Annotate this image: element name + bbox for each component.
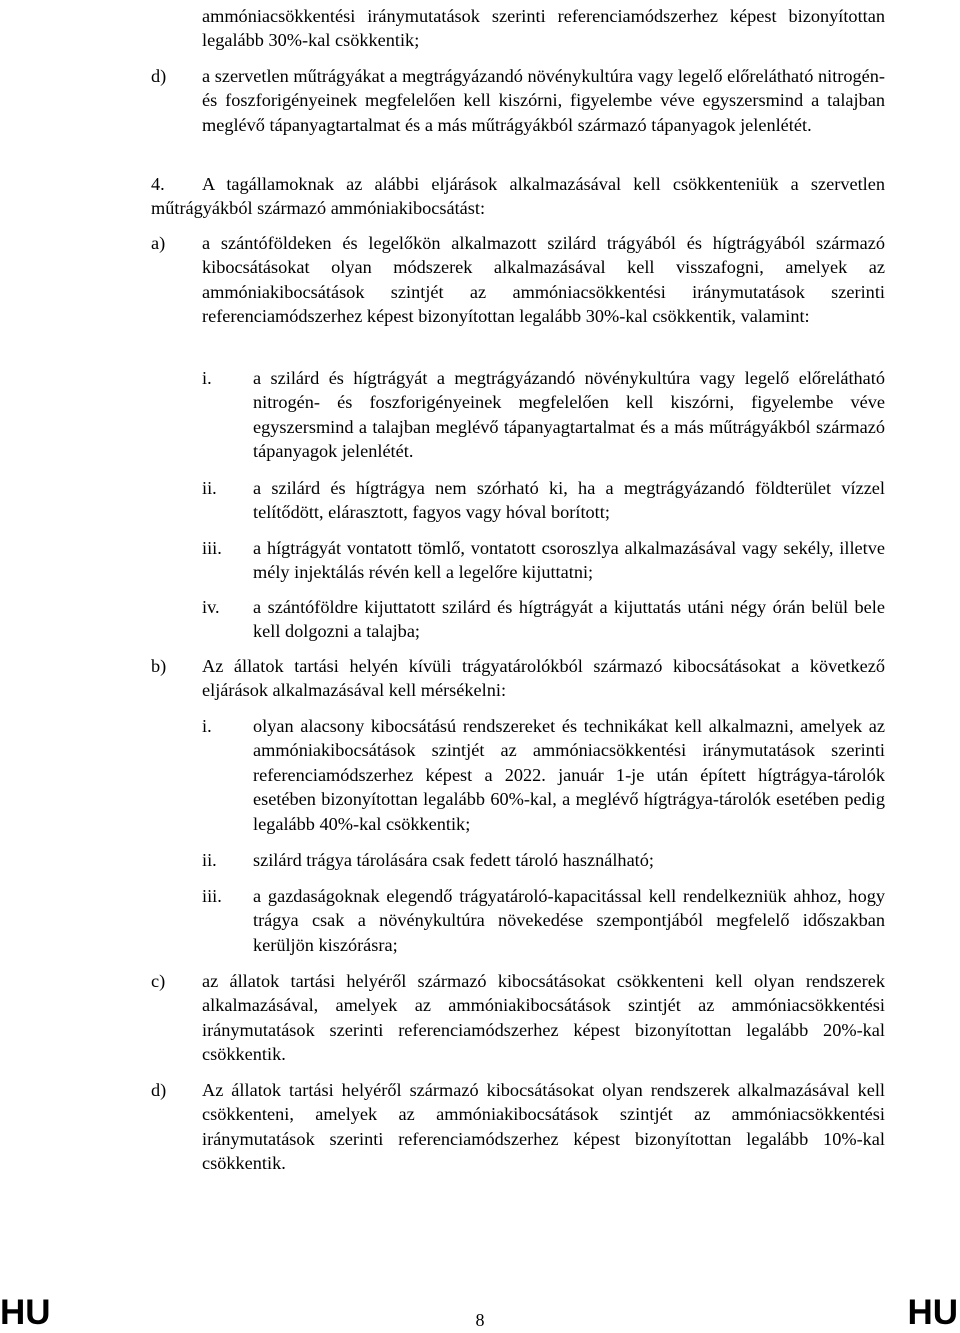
footer-language-left: HU (0, 1293, 51, 1332)
item-4d-text: Az állatok tartási helyéről származó kibocsátásokat olyan rendszerek alkalmazásával kell csökkenteni, amelyek az ammóniakibocsátások szintjét az ammóniacsökkentési iránymutatások szerinti referenciamódszerhez képest bizonyítottan legalább 10%-kal csökkentik. (202, 1080, 885, 1174)
item-4a-iv-text: a szántóföldre kijuttatott szilárd és hígtrágyát a kijuttatás utáni négy órán belül bele kell dolgozni a talajba; (253, 597, 885, 642)
item-4b-text: Az állatok tartási helyén kívüli trágyatárolókból származó kibocsátásokat a következő eljárások alkalmazásával kell mérsékelni: (202, 656, 885, 701)
item-4b-i-text: olyan alacsony kibocsátású rendszereket és technikákat kell alkalmazni, amelyek az ammóniakibocsátások szintjét az ammóniacsökkentési iránymutatások szerinti referenciamódszerhez képest a 2022. január 1-je után épített hígtrágya-tárolók esetében bizonyítottan legalább 60%-kal, a meglévő hígtrágya-tárolók esetében pedig legalább 40%-kal csökkentik; (253, 716, 885, 834)
item-4c-text: az állatok tartási helyéről származó kibocsátásokat csökkenteni kell olyan rendszerek alkalmazásával, amelyek az ammóniakibocsátások szintjét az ammóniacsökkentési iránymutatások szerinti referenciamódszerhez képest bizonyítottan legalább 20%-kal csökkentik. (202, 971, 885, 1065)
item-4a-ii-text: a szilárd és hígtrágya nem szórható ki, ha a megtrágyázandó földterület vízzel telítődött, elárasztott, fagyos vagy hóval borított; (253, 478, 885, 523)
item-4d-label: d) (151, 1080, 167, 1100)
section-4-number: 4. (151, 174, 165, 194)
item-4a-ii-label: ii. (202, 478, 217, 498)
footer-language-right: HU (907, 1293, 958, 1332)
item-4a-text: a szántóföldeken és legelőkön alkalmazott szilárd trágyából és hígtrágyából származó kibocsátásokat olyan módszerek alkalmazásával kell visszafogni, amelyek az ammóniakibocsátások szintjét az ammóniacsökkentési iránymutatások szerinti referenciamódszerhez képest bizonyítottan legalább 30%-kal csökkentik, valamint: (202, 233, 885, 327)
item-4a-iv-label: iv. (202, 597, 220, 617)
item-4b-ii-text: szilárd trágya tárolására csak fedett tároló használható; (253, 850, 654, 870)
item-4a-i-text: a szilárd és hígtrágyát a megtrágyázandó növénykultúra vagy legelő előrelátható nitrogén- és foszforigényeinek megfelelően kell kiszórni, figyelembe véve egyszersmind a talajban meglévő tápanyagtartalmat és a más műtrágyákból származó tápanyagok jelenlétét. (253, 368, 885, 462)
item-4c-label: c) (151, 971, 166, 991)
page-number: 8 (475, 1310, 485, 1330)
item-4b-i-label: i. (202, 716, 212, 736)
item-4b-iii-text: a gazdaságoknak elegendő trágyatároló-kapacitással kell rendelkezniük ahhoz, hogy trágya csak a növénykultúra növekedése szempontjából megfelelő időszakban kerüljön kiszórásra; (253, 886, 885, 955)
section-4-intro: A tagállamoknak az alábbi eljárások alkalmazásával kell csökkenteniük a szervetlen műtrágyákból származó ammóniakibocsátást: (151, 174, 885, 219)
item-4a-iii-text: a hígtrágyát vontatott tömlő, vontatott csoroszlya alkalmazásával vagy sekély, illetve mély injektálás révén kell a legelőre kijuttatni; (253, 538, 885, 583)
item-4b-iii-label: iii. (202, 886, 222, 906)
item-4a-label: a) (151, 233, 166, 253)
item-4b-ii-label: ii. (202, 850, 217, 870)
item-4a-i-label: i. (202, 368, 212, 388)
continuation-paragraph: ammóniacsökkentési iránymutatások szerinti referenciamódszerhez képest bizonyítottan legalább 30%-kal csökkentik; (202, 6, 885, 51)
item-3d-text: a szervetlen műtrágyákat a megtrágyázandó növénykultúra vagy legelő előrelátható nitrogén- és foszforigényeinek megfelelően kell kiszórni, figyelembe véve egyszersmind a talajban meglévő tápanyagtartalmat és a más műtrágyákból származó tápanyagok jelenlétét. (202, 66, 885, 135)
item-4b-label: b) (151, 656, 167, 676)
item-4a-iii-label: iii. (202, 538, 222, 558)
item-3d-label: d) (151, 66, 167, 86)
